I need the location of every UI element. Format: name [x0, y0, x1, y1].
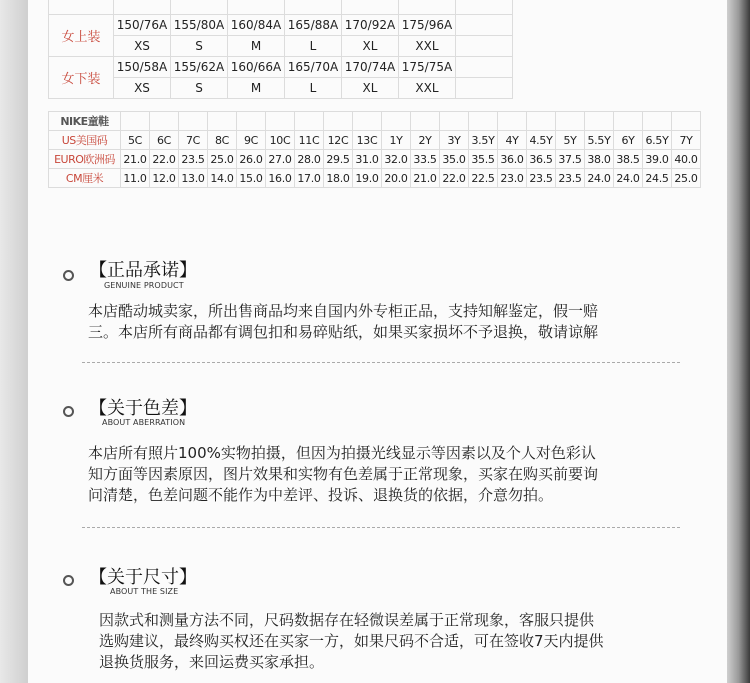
size-cell: 17.0 [295, 169, 324, 188]
size-cell: 36.0 [498, 150, 527, 169]
size-cell: 18.0 [324, 169, 353, 188]
brand-cell: NIKE童鞋 [49, 112, 121, 131]
size-cell: 3Y [440, 131, 469, 150]
size-cell: XXL [399, 36, 456, 57]
section-title: 【关于尺寸】 [89, 567, 197, 588]
size-cell: M [228, 36, 285, 57]
size-cell: 35.5 [469, 150, 498, 169]
text-line: 本店所有照片100%实物拍摄，但因为拍摄光线显示等因素以及个人对色彩认 [88, 444, 596, 462]
size-cell: 29.5 [324, 150, 353, 169]
size-cell: 175/75A [399, 57, 456, 78]
size-cell: 6C [150, 131, 179, 150]
row-label-cell: CM厘米 [49, 169, 121, 188]
table-row [49, 131, 701, 150]
size-cell: 31.0 [353, 150, 382, 169]
size-cell: 39.0 [643, 150, 672, 169]
size-cell: 150/58A [114, 57, 171, 78]
size-cell: 28.0 [295, 150, 324, 169]
size-cell: 175/96A [399, 15, 456, 36]
table-row [49, 36, 513, 57]
size-cell: XL [342, 36, 399, 57]
size-cell: 40.0 [672, 150, 701, 169]
table-row [49, 112, 701, 131]
size-cell: 13C [353, 131, 382, 150]
section-subtitle: ABOUT THE SIZE [110, 587, 179, 596]
size-cell: 22.0 [440, 169, 469, 188]
size-cell: 5Y [556, 131, 585, 150]
size-cell: 6Y [614, 131, 643, 150]
size-cell: 13.0 [179, 169, 208, 188]
size-cell: S [171, 36, 228, 57]
size-cell: 150/76A [114, 15, 171, 36]
section-title: 【关于色差】 [89, 398, 197, 419]
section-divider [82, 527, 680, 528]
clothing-size-table [48, 0, 513, 99]
text-line: 退换货服务，来回运费买家承担。 [99, 653, 325, 671]
section-body [88, 301, 598, 343]
size-cell: 24.0 [585, 169, 614, 188]
size-cell: 27.0 [266, 150, 295, 169]
size-cell: 7Y [672, 131, 701, 150]
size-cell: 19.0 [353, 169, 382, 188]
size-cell: S [171, 78, 228, 99]
section-body [88, 443, 598, 506]
text-line: 问清楚，色差问题不能作为中差评、投诉、退换货的依据，介意勿拍。 [88, 486, 554, 504]
size-cell: 165/88A [285, 15, 342, 36]
size-cell: 33.5 [411, 150, 440, 169]
size-cell: 22.5 [469, 169, 498, 188]
size-cell: 23.0 [498, 169, 527, 188]
size-cell: 1Y [382, 131, 411, 150]
size-cell: 11.0 [121, 169, 150, 188]
size-cell: XXL [399, 78, 456, 99]
size-cell: 165/70A [285, 57, 342, 78]
shoe-size-table [48, 111, 701, 188]
text-line: 因款式和测量方法不同，尺码数据存在轻微误差属于正常现象，客服只提供 [99, 611, 595, 629]
size-cell: 24.5 [643, 169, 672, 188]
text-line: 选购建议，最终购买权还在买家一方，如果尺码不合适，可在签收7天内提供 [99, 632, 604, 650]
section-subtitle: ABOUT ABERRATION [102, 418, 186, 427]
size-cell: 22.0 [150, 150, 179, 169]
size-cell: XL [342, 78, 399, 99]
size-cell: 170/74A [342, 57, 399, 78]
size-cell: 3.5Y [469, 131, 498, 150]
table-row [49, 78, 513, 99]
size-cell: 25.0 [208, 150, 237, 169]
size-cell: 21.0 [411, 169, 440, 188]
size-cell: 6.5Y [643, 131, 672, 150]
size-cell: L [285, 36, 342, 57]
size-cell: 16.0 [266, 169, 295, 188]
size-cell: 38.5 [614, 150, 643, 169]
bullet-circle-icon [63, 270, 74, 281]
section-body [99, 610, 604, 673]
bullet-circle-icon [63, 575, 74, 586]
size-cell: 36.5 [527, 150, 556, 169]
table-row [49, 150, 701, 169]
category-cell: 女下装 [49, 57, 114, 99]
text-line: 三。本店所有商品都有调包扣和易碎贴纸，如果买家损坏不予退换，敬请谅解 [88, 323, 599, 341]
size-cell: 2Y [411, 131, 440, 150]
size-cell: 35.0 [440, 150, 469, 169]
section-subtitle: GENUINE PRODUCT [104, 281, 184, 290]
category-cell: 女上装 [49, 15, 114, 57]
table-row [49, 169, 701, 188]
size-cell: 24.0 [614, 169, 643, 188]
text-line: 本店酷动城卖家，所出售商品均来自国内外专柜正品，支持知解鉴定，假一赔 [88, 302, 599, 320]
row-label-cell: EURO欧洲码 [49, 150, 121, 169]
right-backdrop [727, 0, 750, 683]
table-row [49, 15, 513, 36]
size-cell: 38.0 [585, 150, 614, 169]
table-row [49, 0, 513, 15]
size-cell: 4.5Y [527, 131, 556, 150]
row-label-cell: US美国码 [49, 131, 121, 150]
text-line: 知方面等因素原因，图片效果和实物有色差属于正常现象，买家在购买前要询 [88, 465, 599, 483]
table-row [49, 57, 513, 78]
size-cell: 23.5 [527, 169, 556, 188]
size-cell: 21.0 [121, 150, 150, 169]
size-cell: L [285, 78, 342, 99]
size-cell: 15.0 [237, 169, 266, 188]
size-cell: 4Y [498, 131, 527, 150]
size-cell: 155/80A [171, 15, 228, 36]
size-cell: 23.5 [179, 150, 208, 169]
size-cell: 11C [295, 131, 324, 150]
size-cell: 9C [237, 131, 266, 150]
size-cell: 20.0 [382, 169, 411, 188]
size-cell: 170/92A [342, 15, 399, 36]
size-cell: M [228, 78, 285, 99]
size-cell: 160/84A [228, 15, 285, 36]
size-cell: 12.0 [150, 169, 179, 188]
size-cell: 25.0 [672, 169, 701, 188]
size-cell: 8C [208, 131, 237, 150]
size-cell: 7C [179, 131, 208, 150]
size-cell: 12C [324, 131, 353, 150]
size-cell: 23.5 [556, 169, 585, 188]
bullet-circle-icon [63, 406, 74, 417]
size-cell: XS [114, 36, 171, 57]
size-cell: 160/66A [228, 57, 285, 78]
left-backdrop [0, 0, 28, 683]
section-title: 【正品承诺】 [89, 260, 197, 281]
size-cell: 5C [121, 131, 150, 150]
section-divider [82, 362, 680, 363]
size-cell: 5.5Y [585, 131, 614, 150]
size-cell: 37.5 [556, 150, 585, 169]
size-cell: 155/62A [171, 57, 228, 78]
size-cell: 14.0 [208, 169, 237, 188]
size-cell: XS [114, 78, 171, 99]
size-cell: 10C [266, 131, 295, 150]
size-cell: 26.0 [237, 150, 266, 169]
size-cell: 32.0 [382, 150, 411, 169]
